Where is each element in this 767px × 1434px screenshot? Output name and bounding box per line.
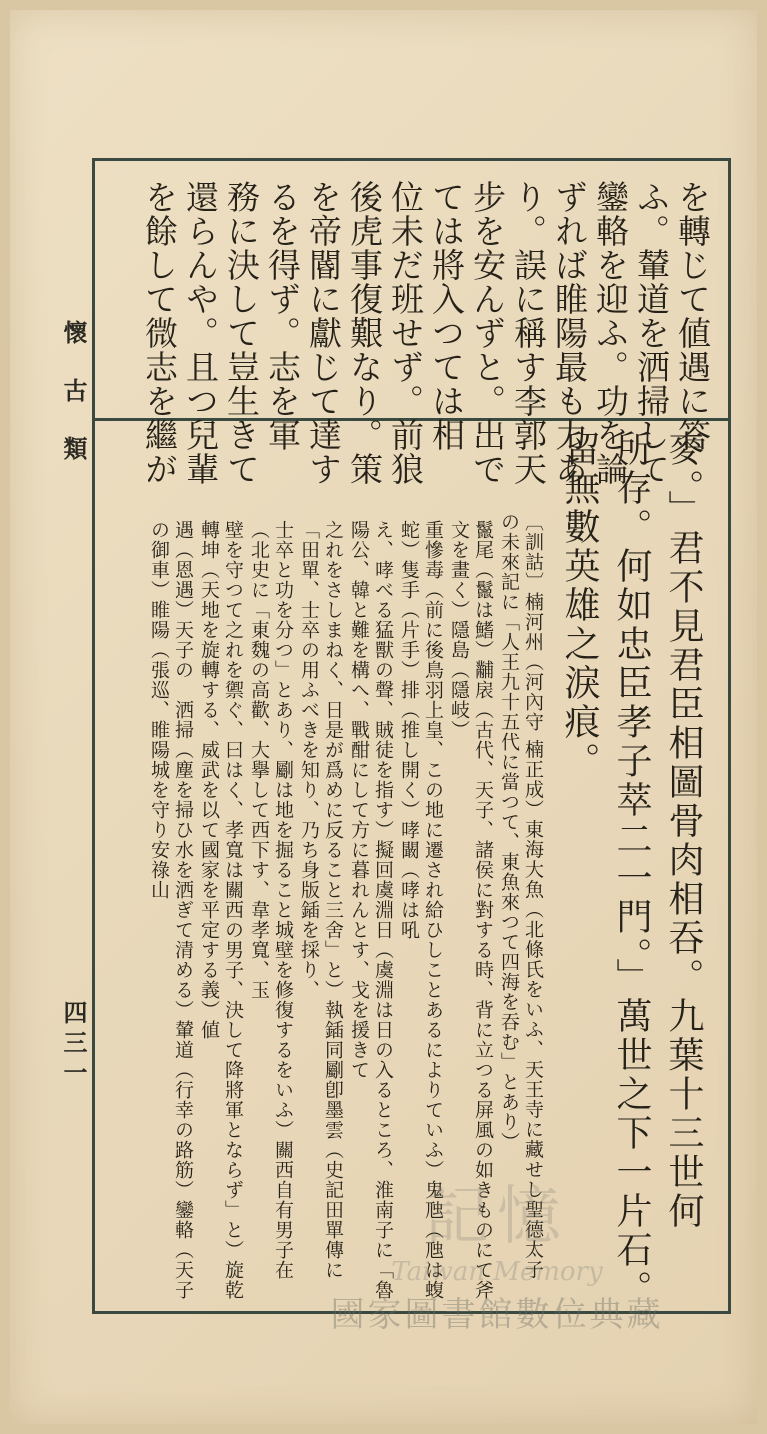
annotation-column: 鬣尾（鬣は鰭）黼扆（古代、天子、諸侯に對する時、背に立つる屏風の如きものにて斧文を畫く）隱島（隱岐） (448, 520, 494, 1300)
upper-text-column: 後虎事復艱なり。策 (345, 180, 384, 486)
upper-text-column: 還らんや。且つ兒輩 (181, 180, 220, 486)
watermark-english: Taiwan Memory (391, 1257, 603, 1287)
annotation-column: 遇（恩遇）天子の 洒掃（塵を掃ひ水を洒ぎて清める）輦道（行幸の路筋）鑾輅（天子の御車）睢陽（張巡、睢陽城を守り安祿山 (148, 520, 194, 1300)
upper-text-column: 務に決して豈生きて (222, 180, 261, 486)
upper-text-column: ては將入つては相 (427, 180, 466, 452)
upper-text-column: 步を安んずと。出で (468, 180, 507, 486)
annotation-column: 壁を守つて之れを禦ぐ、曰はく、孝寬は關西の男子、決して降將軍とならず」と）旋乾轉坤（天地を旋轉する、威武を以て國家を平定する義）値 (198, 520, 244, 1300)
watermark-main: 記憶 (425, 1180, 569, 1254)
poem-column: 麥。」君不見君臣相圖骨肉相吞。九葉十三世何 (663, 430, 704, 1231)
poem-column: 留無數英雄之淚痕。 (559, 430, 600, 781)
upper-text-column: を轉じて値遇に答 (673, 180, 712, 452)
library-watermark (262, 1165, 732, 1336)
annotation-column: 重慘毒（前に後鳥羽上皇、この地に遷され給ひしことあるによりていふ）鬼虺（虺は蝮蛇）隻手（片手）排（推し開く）哮闞（哮は吼 (398, 520, 444, 1300)
running-title: 懷古類 (59, 320, 88, 494)
upper-text-column: を帝閽に獻じて達す (304, 180, 343, 486)
upper-text-column: を餘して微志を繼が (140, 180, 179, 486)
upper-text-column: 位未だ班せず。前狼 (386, 180, 425, 486)
page-number: 四三一 (59, 1000, 88, 1090)
upper-text-column: り。誤に稱す李郭天 (509, 180, 548, 486)
upper-text-column: ずれば睢陽最も力あ (550, 180, 589, 486)
annotation-column: 〔訓詁〕楠河州（河內守 楠正成）東海大魚（北條氏をいふ、天王寺に藏せし聖德太子の未來記に「人王九十五代に當つて、東魚來つて四海を吞む」とあり） (498, 512, 544, 1280)
annotation-column: 之れをさしまねく、日是が爲めに反ること三舍」と）執鍤同劚卽墨雲（史記田單傳に「田單、士卒の用ふべきを知り、乃ち身版鍤を採り、 (298, 520, 344, 1280)
annotation-column: え、哮べる猛獸の聲、賊徒を指す）擬回虞淵日（虞淵は日の入るところ、淮南子に「魯陽公、韓と難を構へ、戰酣にして方に暮れんとす、戈を援きて (348, 520, 394, 1300)
watermark-library: 國家圖書館數位典藏 (330, 1295, 664, 1335)
upper-text-column: 鑾輅を迎ふ。功を論 (591, 180, 630, 486)
annotation-column: 士卒と功を分つ」とあり、劚は地を掘ること城壁を修復するをいふ）關西自有男子在（北史に「東魏の高歡、大擧して西下す、韋孝寬、玉 (248, 520, 294, 1280)
upper-text-column: るを得ず。志を軍 (263, 180, 302, 452)
upper-text-column: ふ。輦道を洒掃して (632, 180, 671, 486)
poem-column: 所存。何如忠臣孝子萃二一門。」萬世之下一片石。 (611, 430, 652, 1309)
